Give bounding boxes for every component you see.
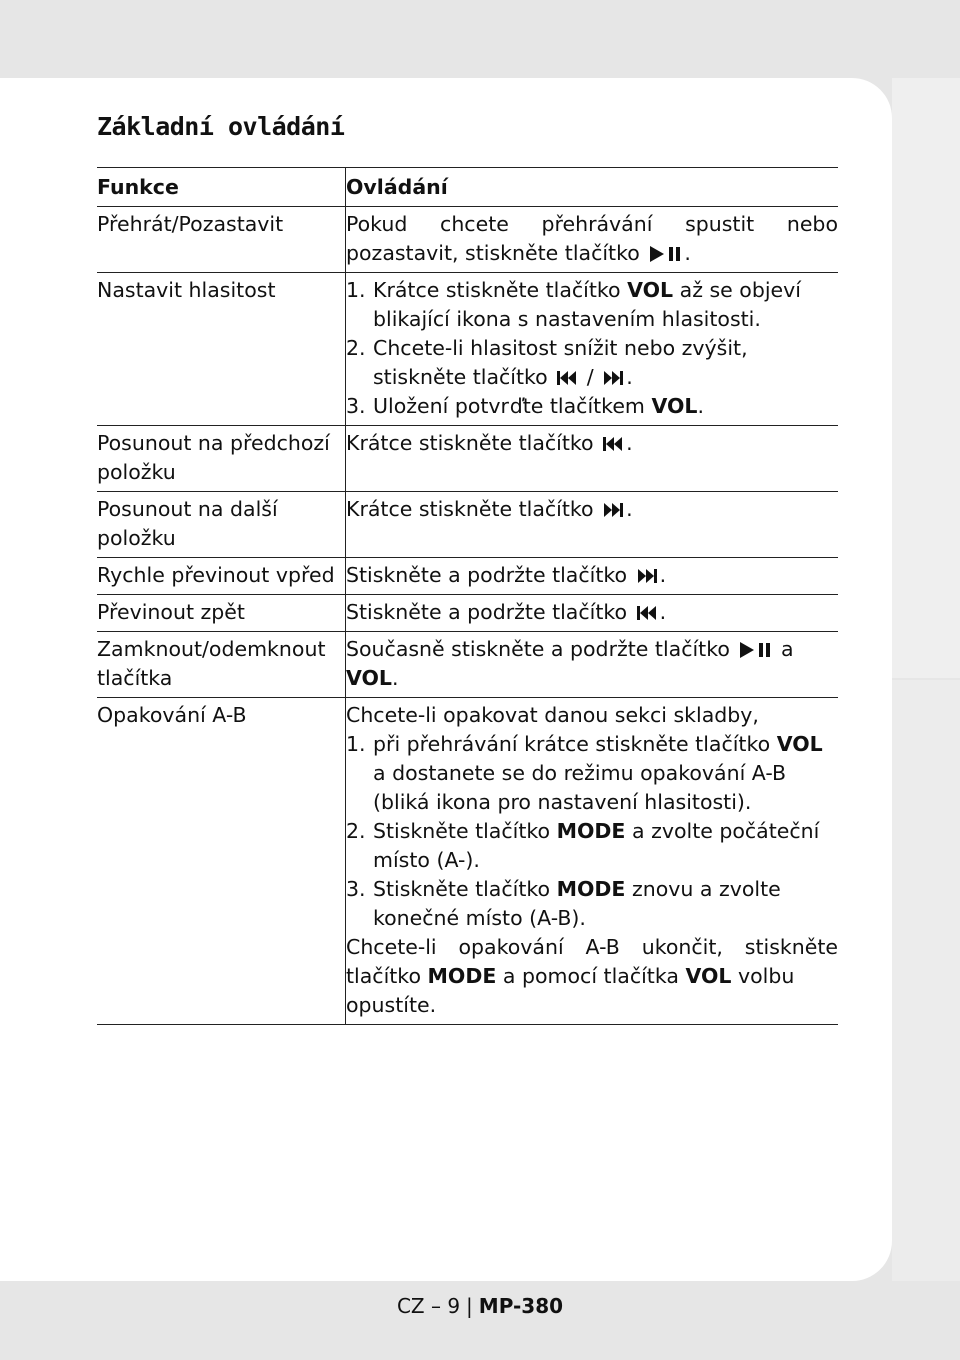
- control-cell: Stiskněte a podržte tlačítko .: [346, 563, 667, 587]
- table-row: [97, 632, 838, 698]
- function-cell: Zamknout/odemknout tlačítka: [97, 632, 346, 698]
- model-name: MP-380: [478, 1294, 564, 1318]
- play-pause-icon: [738, 641, 772, 659]
- step-item: 2. Stiskněte tlačítko MODE a zvolte počáteční místo (A-).: [346, 819, 820, 872]
- previous-icon: [636, 605, 658, 621]
- footer-separator: |: [466, 1294, 473, 1318]
- control-text: Chcete-li opakování A-B ukončit, stiskněte: [346, 935, 838, 959]
- header-control: Ovládání: [346, 175, 448, 199]
- page-footer: [0, 1294, 960, 1318]
- table-row: [97, 426, 838, 492]
- control-cell: Současně stiskněte a podržte tlačítko a VOL.: [346, 637, 794, 690]
- step-item: 3. Stiskněte tlačítko MODE znovu a zvolte konečné místo (A-B).: [346, 877, 781, 930]
- control-cell: Krátce stiskněte tlačítko .: [346, 497, 633, 521]
- table-row: [97, 492, 838, 558]
- page-edge-strip: [892, 78, 960, 678]
- next-icon: [636, 568, 658, 584]
- table-row: [97, 207, 838, 273]
- control-cell: Stiskněte a podržte tlačítko .: [346, 600, 667, 624]
- function-cell: Nastavit hlasitost: [97, 273, 346, 426]
- control-text: .: [684, 241, 691, 265]
- table-row: [97, 595, 838, 632]
- page-title: Základní ovládání: [97, 112, 345, 141]
- table-header-row: [97, 168, 838, 207]
- page-number: CZ – 9: [396, 1294, 461, 1318]
- function-cell: Posunout na předchozí položku: [97, 426, 346, 492]
- page-edge-strip: [892, 680, 960, 1281]
- table-row: [97, 273, 838, 426]
- function-cell: Převinout zpět: [97, 595, 346, 632]
- controls-table: [97, 167, 838, 1025]
- control-text: pozastavit, stiskněte tlačítko: [346, 241, 640, 265]
- table-row: [97, 698, 838, 1025]
- next-icon: [602, 370, 624, 386]
- function-cell: Posunout na další položku: [97, 492, 346, 558]
- table-row: [97, 558, 838, 595]
- function-cell: Opakování A-B: [97, 698, 346, 1025]
- header-function: Funkce: [97, 168, 346, 207]
- control-cell: [346, 207, 839, 273]
- control-text: tlačítko MODE a pomocí tlačítka VOL volbu opustíte.: [346, 964, 795, 1017]
- control-cell: Krátce stiskněte tlačítko .: [346, 431, 633, 455]
- step-item: 3. Uložení potvrďte tlačítkem VOL.: [346, 394, 704, 418]
- step-item: 1. Krátce stiskněte tlačítko VOL až se objeví blikající ikona s nastavením hlasitosti.: [346, 278, 801, 331]
- control-cell: [346, 698, 839, 1025]
- step-item: 2. Chcete-li hlasitost snížit nebo zvýšit, stiskněte tlačítko / .: [346, 336, 748, 389]
- previous-icon: [556, 370, 578, 386]
- step-item: 1. při přehrávání krátce stiskněte tlačítko VOL a dostanete se do režimu opakování A-B (bliká ikona pro nastavení hlasitosti).: [346, 732, 823, 814]
- play-pause-icon: [648, 245, 682, 263]
- function-cell: Rychle převinout vpřed: [97, 558, 346, 595]
- control-text: Pokud chcete přehrávání spustit nebo: [346, 212, 838, 236]
- next-icon: [602, 502, 624, 518]
- previous-icon: [602, 436, 624, 452]
- control-text: Chcete-li opakovat danou sekci skladby,: [346, 703, 759, 727]
- control-cell: [346, 273, 839, 426]
- function-cell: Přehrát/Pozastavit: [97, 207, 346, 273]
